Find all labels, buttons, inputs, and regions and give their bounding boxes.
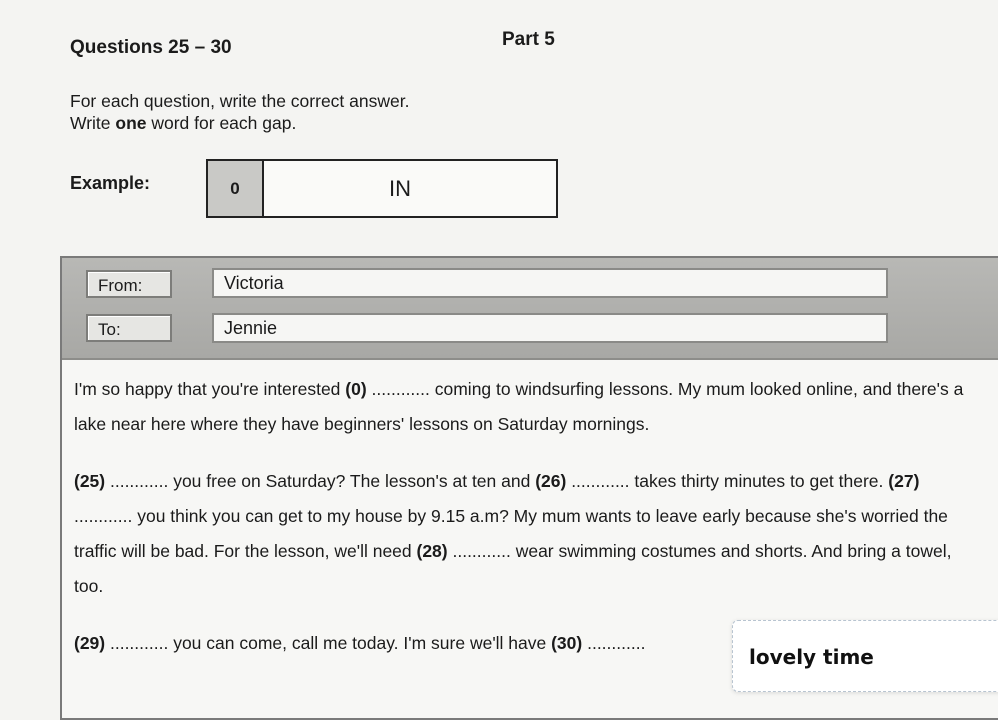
instruction-line-1: For each question, write the correct answer.	[70, 91, 410, 111]
gap-number: (28)	[416, 541, 448, 561]
example-label: Example:	[70, 173, 151, 193]
example-box	[206, 159, 558, 218]
instruction-text: word for each gap.	[146, 113, 297, 133]
answer-tooltip[interactable]	[732, 620, 998, 692]
instruction-emphasis: one	[115, 113, 147, 133]
email-header	[62, 258, 998, 360]
gap-number: (27)	[888, 471, 920, 491]
example-answer: IN	[389, 175, 411, 201]
text-run: ............	[582, 633, 646, 653]
gap-number: (0)	[345, 379, 367, 399]
instruction-line-2	[70, 112, 409, 134]
instruction-text: Write	[70, 113, 116, 133]
gap-number: (29)	[74, 633, 106, 653]
from-field: Victoria	[212, 268, 888, 298]
paragraph-1	[74, 372, 974, 442]
to-field: Jennie	[212, 313, 888, 343]
instructions	[70, 90, 409, 134]
gap-number: (26)	[535, 471, 567, 491]
from-label: From:	[86, 270, 172, 298]
gap-number: (30)	[551, 633, 583, 653]
tooltip-text: lovely time	[749, 645, 874, 669]
part-heading: Part 5	[502, 29, 555, 50]
to-label: To:	[86, 314, 172, 342]
paragraph-2	[74, 464, 974, 604]
gap-number: (25)	[74, 471, 106, 491]
example-number: 0	[208, 161, 264, 216]
text-run: ............ takes thirty minutes to get there.	[566, 471, 889, 491]
text-run: ............ you can come, call me today. I'm sure we'll have	[105, 633, 552, 653]
text-run: ............ you think you can get to my house by 9.15 a.m? My mum wants to leave early because she's worried the traffic will be bad. For the lesson, we'll need	[74, 506, 948, 561]
text-run: ............ you free on Saturday? The lesson's at ten and	[105, 471, 536, 491]
text-run: ............ wear swimming costumes and shorts. And bring a towel, too.	[74, 541, 952, 596]
text-run: ............ coming to windsurfing lessons. My mum looked online, and there's a lake near here where they have beginners' lessons on Saturday mornings.	[74, 379, 964, 434]
text-run: I'm so happy that you're interested	[74, 379, 346, 399]
questions-heading: Questions 25 – 30	[70, 37, 232, 58]
